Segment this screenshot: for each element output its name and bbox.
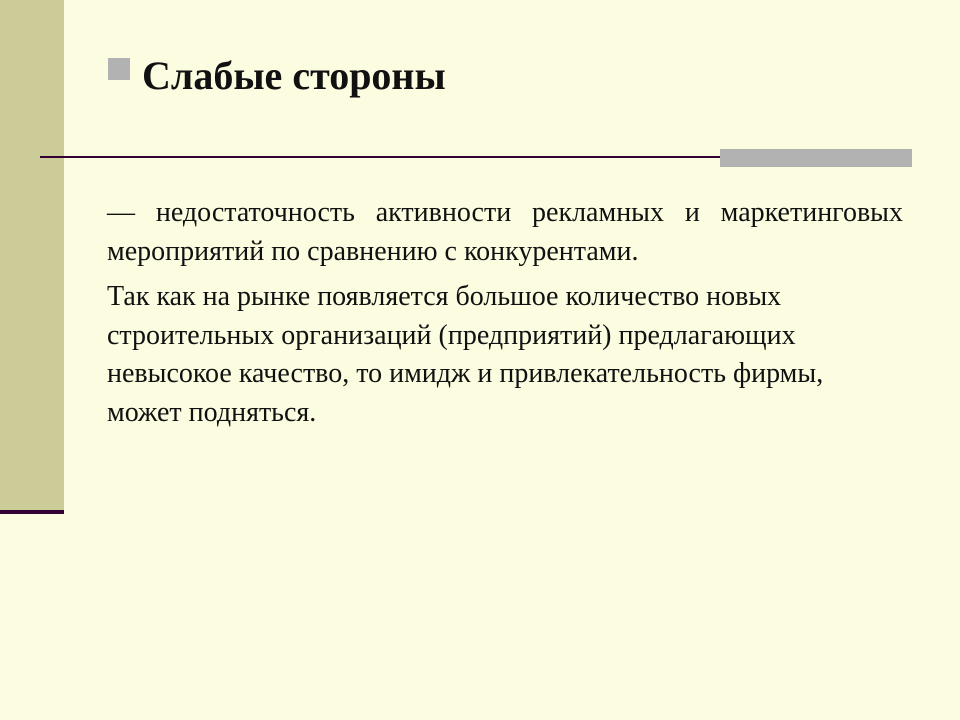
left-decorative-band (0, 0, 64, 510)
left-band-underline (0, 510, 64, 514)
square-bullet-icon (108, 58, 130, 80)
body-paragraph-explanation: Так как на рынке появляется большое количество новых строительных организаций (предприятий) предлагающих невысокое качество, то имидж и привлекательность фирмы, может подняться. (107, 281, 824, 428)
slide-body (107, 194, 903, 432)
title-divider-accent (720, 149, 912, 167)
slide-title-row (108, 48, 446, 104)
body-paragraph-weakness: — недостаточность активности рекламных и маркетинговых мероприятий по сравнению с конкурентами. (107, 197, 903, 267)
slide-title: Слабые стороны (142, 53, 446, 98)
